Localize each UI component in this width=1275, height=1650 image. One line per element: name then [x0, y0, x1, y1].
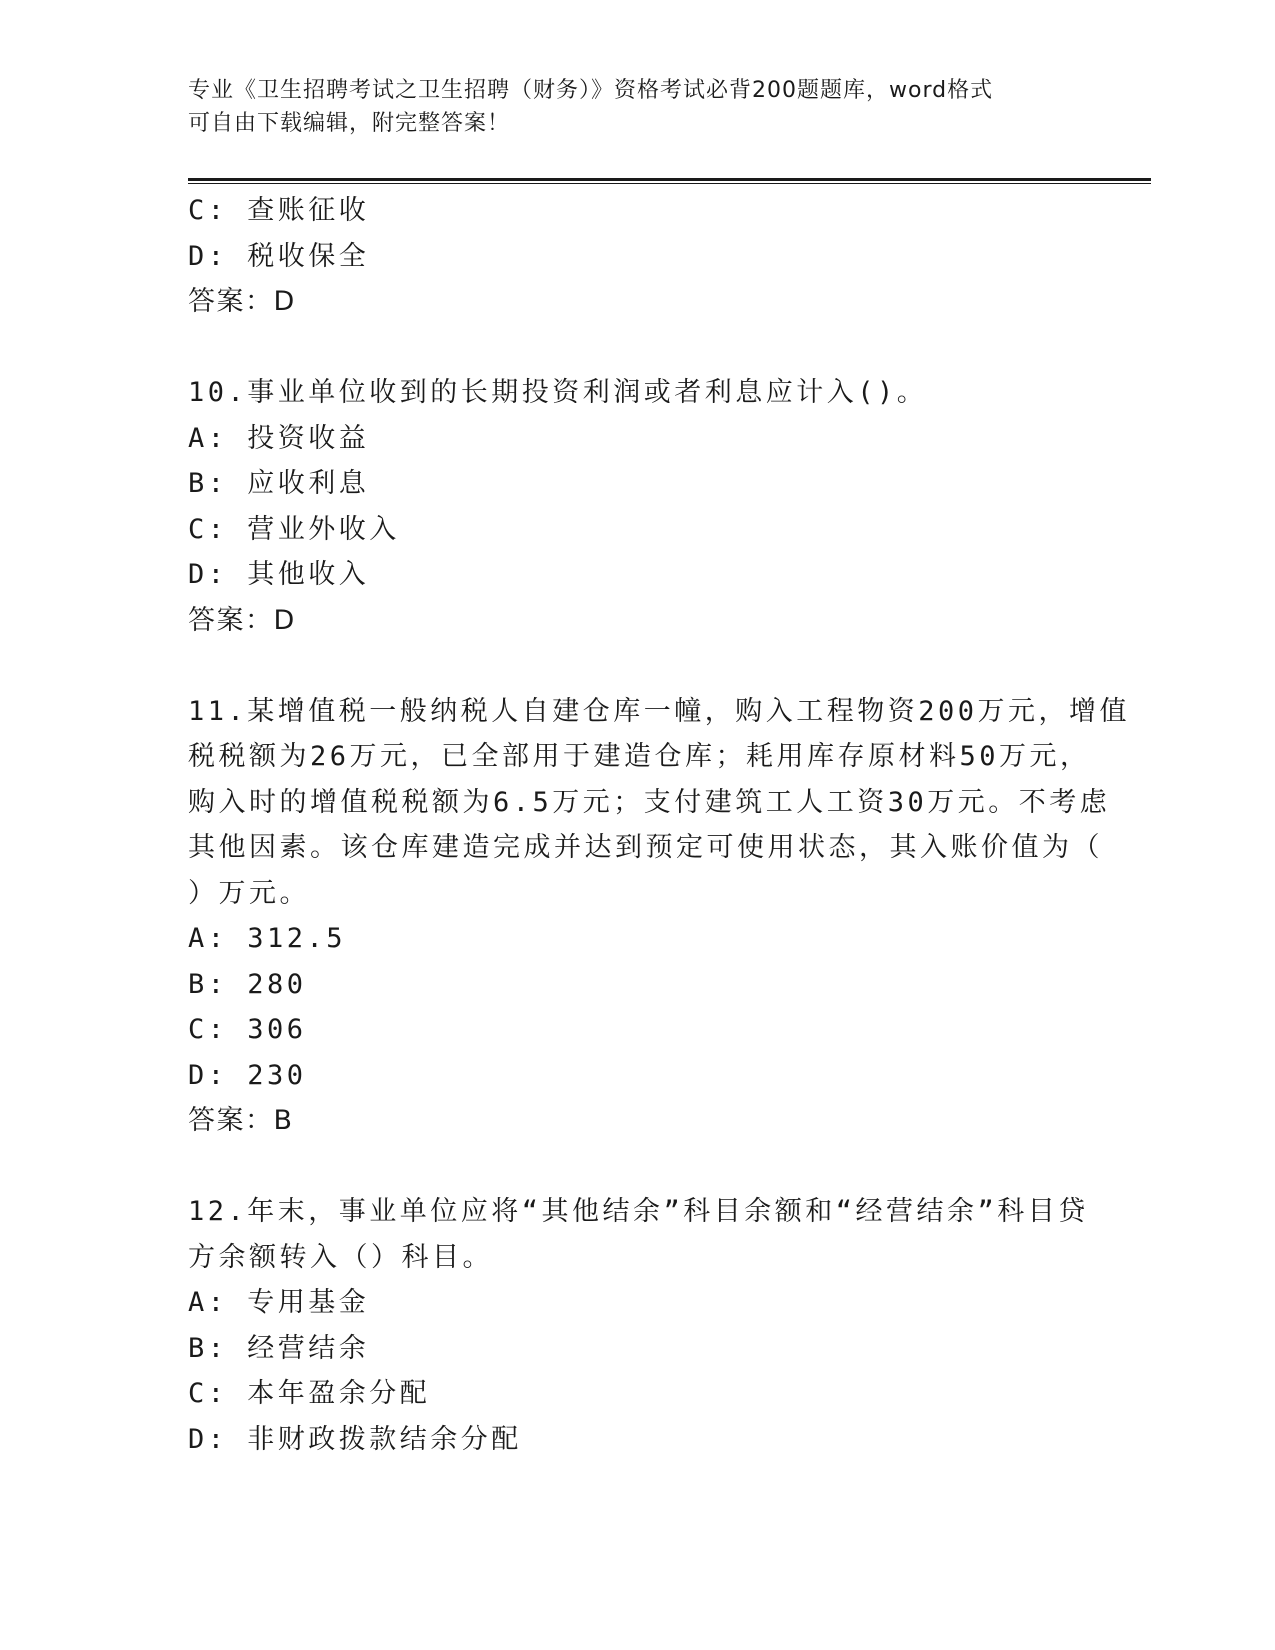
option-c: C: 查账征收: [188, 195, 370, 226]
question-10: [188, 370, 1088, 643]
question-stem-line: 购入时的增值税税额为6.5万元；支付建筑工人工资30万元。不考虑: [188, 786, 1111, 818]
question-stem: 10.事业单位收到的长期投资利润或者利息应计入()。: [188, 377, 928, 408]
option-a: A: 投资收益: [188, 422, 370, 454]
question-stem-line: 方余额转入（）科目。: [188, 1241, 493, 1273]
answer-line: 答案：D: [188, 286, 296, 317]
question-stem-line: 11.某增值税一般纳税人自建仓库一幢，购入工程物资200万元，增值: [188, 695, 1131, 727]
option-c: C: 306: [188, 1014, 307, 1045]
option-c: C: 营业外收入: [188, 513, 400, 545]
option-b: B: 280: [188, 968, 307, 1000]
header-divider-thick: [188, 178, 1151, 181]
option-b: B: 应收利息: [188, 468, 370, 499]
option-d: D: 非财政拨款结余分配: [188, 1423, 522, 1455]
question-9-tail: [188, 188, 1088, 325]
spacer: [188, 643, 1088, 689]
question-stem-line: 税税额为26万元，已全部用于建造仓库；耗用库存原材料50万元，: [188, 741, 1091, 772]
option-a: A: 312.5: [188, 923, 347, 954]
question-stem-line: 其他因素。该仓库建造完成并达到预定可使用状态，其入账价值为（: [188, 832, 1103, 863]
header-divider-thin: [188, 183, 1151, 184]
option-a: A: 专用基金: [188, 1287, 370, 1318]
option-d: D: 230: [188, 1059, 307, 1091]
spacer: [188, 1144, 1088, 1190]
answer-line: 答案：D: [188, 604, 296, 636]
question-12: [188, 1189, 1088, 1462]
option-c: C: 本年盈余分配: [188, 1378, 431, 1409]
option-d: D: 其他收入: [188, 559, 370, 590]
header-line-1: 专业《卫生招聘考试之卫生招聘（财务）》资格考试必背200题题库，word格式: [188, 78, 994, 103]
answer-line: 答案：B: [188, 1105, 294, 1136]
header-line-2: 可自由下载编辑，附完整答案！: [188, 111, 511, 136]
document-header: [188, 74, 1088, 140]
question-stem-line: ）万元。: [188, 877, 310, 909]
question-list: [188, 188, 1131, 1462]
question-stem-line: 12.年末，事业单位应将“其他结余”科目余额和“经营结余”科目贷: [188, 1196, 1089, 1227]
spacer: [188, 325, 1088, 371]
option-d: D: 税收保全: [188, 240, 370, 272]
question-11: [188, 689, 1131, 1144]
option-b: B: 经营结余: [188, 1332, 370, 1364]
